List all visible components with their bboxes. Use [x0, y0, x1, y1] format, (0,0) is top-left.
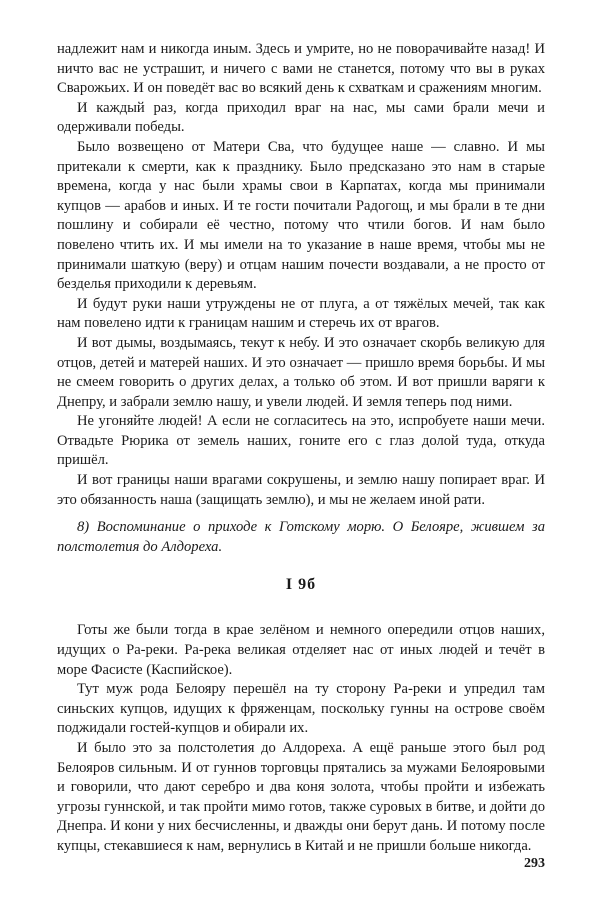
- section-note: 8) Воспоминание о приходе к Готскому морю. О Белояре, жившем за полстолетия до Алдореха.: [57, 519, 545, 555]
- paragraph: И вот границы наши врагами сокрушены, и землю нашу попирает враг. И это обязанность наша (защищать землю), и мы не желаем иной рати.: [57, 472, 545, 508]
- paragraph: И было это за полстолетия до Алдореха. А ещё раньше этого был род Белояров сильным. И от гуннов торговцы прятались за мужами Белояровыми и говорили, что дают серебро и два коня золота, чтобы пройти и избежать угрозы гуннской, и так пройти мимо готов, также суровых в битве, и дойти до Днепра. И кони у них бесчисленны, и дважды они берут дань. И потому после купцы, стекавшиеся к нам, вернулись в Китай и не пришли больше никогда.: [57, 740, 545, 854]
- paragraph: Было возвещено от Матери Сва, что будущее наше — славно. И мы притекали к смерти, как к празднику. Было предсказано это нам в старые времена, когда у нас были храмы свои в Карпатах, когда мы принимали купцов — арабов и иных. И те гости почитали Радогощ, и мы брали в те дни пошлину и собирали её честно, потому что чтили богов. И нам было повелено чтить их. И мы имели на то указание в наше время, чтобы мы не принимали шаткую (веру) и отцам нашим почести воздавали, а не просто от безделья приходили к деревьям.: [57, 138, 545, 293]
- bottom-text-block: [57, 621, 545, 856]
- top-text-block: [57, 40, 545, 510]
- paragraph: Не угоняйте людей! А если не согласитесь на это, испробуете наши мечи. Отвадьте Рюрика от земель наших, гоните его с глаз долой туда, откуда пришёл.: [57, 413, 545, 469]
- paragraph: И каждый раз, когда приходил враг на нас, мы сами брали мечи и одерживали победы.: [57, 99, 545, 136]
- paragraph: Готы же были тогда в крае зелёном и немного опередили отцов наших, идущих о Ра-реки. Ра-река великая отделяет нас от иных людей и течёт в море Фасисте (Каспийское).: [57, 622, 545, 678]
- paragraph: И будут руки наши утруждены не от плуга, а от тяжёлых мечей, так как нам повелено идти к границам нашим и стеречь их от врагов.: [57, 295, 545, 332]
- section-heading: I 9б: [285, 576, 317, 594]
- paragraph: Тут муж рода Белояру перешёл на ту сторону Ра-реки и упредил там синьских купцов, идущих к фряженцам, поскольку гунны на острове своём поджидали гостей-купцов и обирали их.: [57, 681, 545, 737]
- paragraph: надлежит нам и никогда иным. Здесь и умрите, но не поворачивайте назад! И ничто вас не устрашит, и ничего с вами не станется, потому что вы в руках Сварожьих. И он поведёт вас во всякий день к схваткам и сражениям многим.: [57, 41, 545, 97]
- page-body: [57, 40, 545, 857]
- paragraph: И вот дымы, воздымаясь, текут к небу. И это означает скорбь великую для отцов, детей и матерей наших. И это означает — пришло время борьбы. И мы не смеем говорить о других делах, а только об этом. И вот пришли варяги к Днепру, и забрали землю нашу, и увели людей. И земля теперь под ними.: [57, 334, 545, 410]
- page-number: 293: [524, 856, 545, 871]
